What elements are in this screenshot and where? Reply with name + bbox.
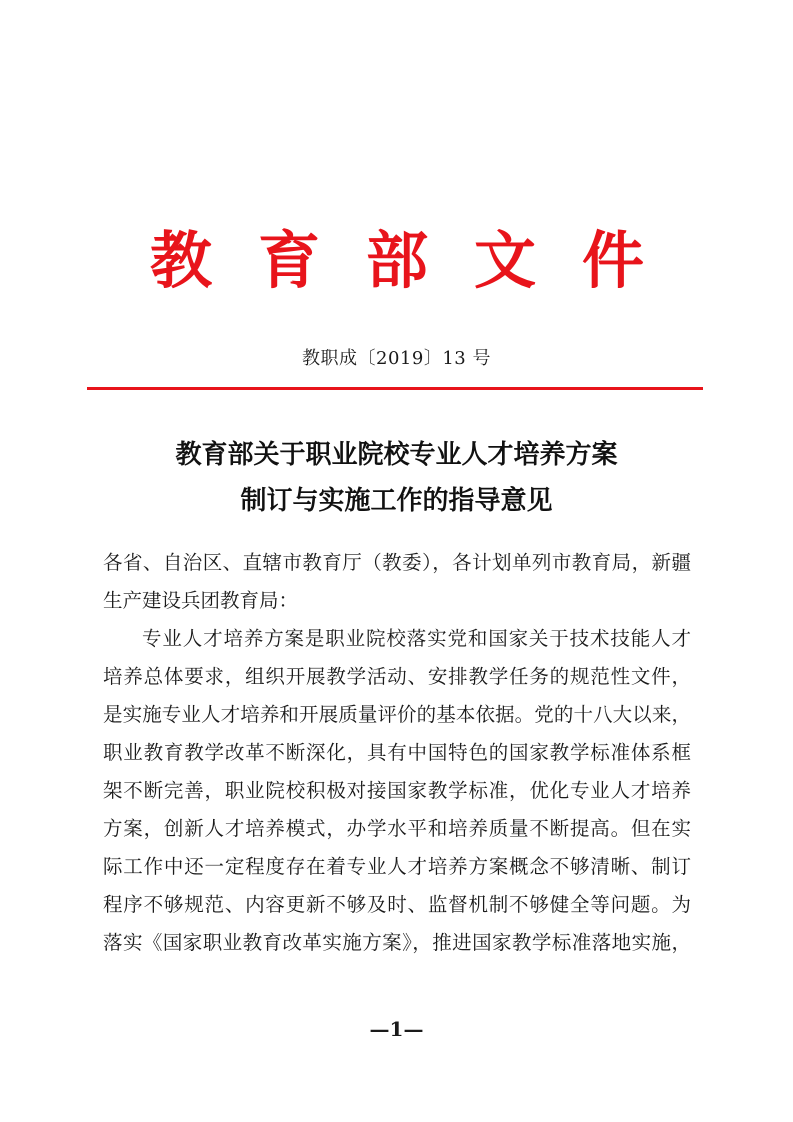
page-number: —1— bbox=[369, 1017, 424, 1041]
red-divider-line bbox=[87, 387, 703, 390]
paragraph-line: 培养总体要求，组织开展教学活动、安排教学任务的规范性文件， bbox=[103, 665, 691, 688]
paragraph-line: 职业教育教学改革不断深化，具有中国特色的国家教学标准体系框 bbox=[103, 741, 691, 764]
paragraph-line: 方案，创新人才培养模式，办学水平和培养质量不断提高。但在实 bbox=[103, 817, 691, 840]
title-line-2: 制订与实施工作的指导意见 bbox=[240, 486, 553, 516]
masthead-char: 育 bbox=[257, 224, 320, 297]
document-masthead bbox=[150, 222, 644, 300]
title-line-1: 教育部关于职业院校专业人才培养方案 bbox=[175, 440, 618, 470]
salutation-line: 各省、自治区、直辖市教育厅（教委），各计划单列市教育局，新疆 bbox=[103, 551, 691, 574]
masthead-char: 教 bbox=[150, 224, 213, 297]
paragraph-line: 是实施专业人才培养和开展质量评价的基本依据。党的十八大以来， bbox=[103, 703, 691, 726]
paragraph-line: 程序不够规范、内容更新不够及时、监督机制不够健全等问题。为 bbox=[103, 893, 691, 916]
paragraph-line: 专业人才培养方案是职业院校落实党和国家关于技术技能人才 bbox=[142, 627, 691, 650]
document-number: 教职成〔2019〕13 号 bbox=[302, 348, 491, 369]
masthead-char: 件 bbox=[581, 224, 644, 297]
document-title bbox=[0, 432, 793, 524]
paragraph-line: 落实《国家职业教育改革实施方案》，推进国家教学标准落地实施， bbox=[103, 931, 691, 954]
paragraph-line: 际工作中还一定程度存在着专业人才培养方案概念不够清晰、制订 bbox=[103, 855, 691, 878]
document-body bbox=[103, 544, 691, 962]
salutation-line: 生产建设兵团教育局： bbox=[103, 589, 299, 612]
masthead-char: 文 bbox=[473, 224, 536, 297]
paragraph-line: 架不断完善，职业院校积极对接国家教学标准，优化专业人才培养 bbox=[103, 779, 691, 802]
masthead-char: 部 bbox=[365, 224, 428, 297]
